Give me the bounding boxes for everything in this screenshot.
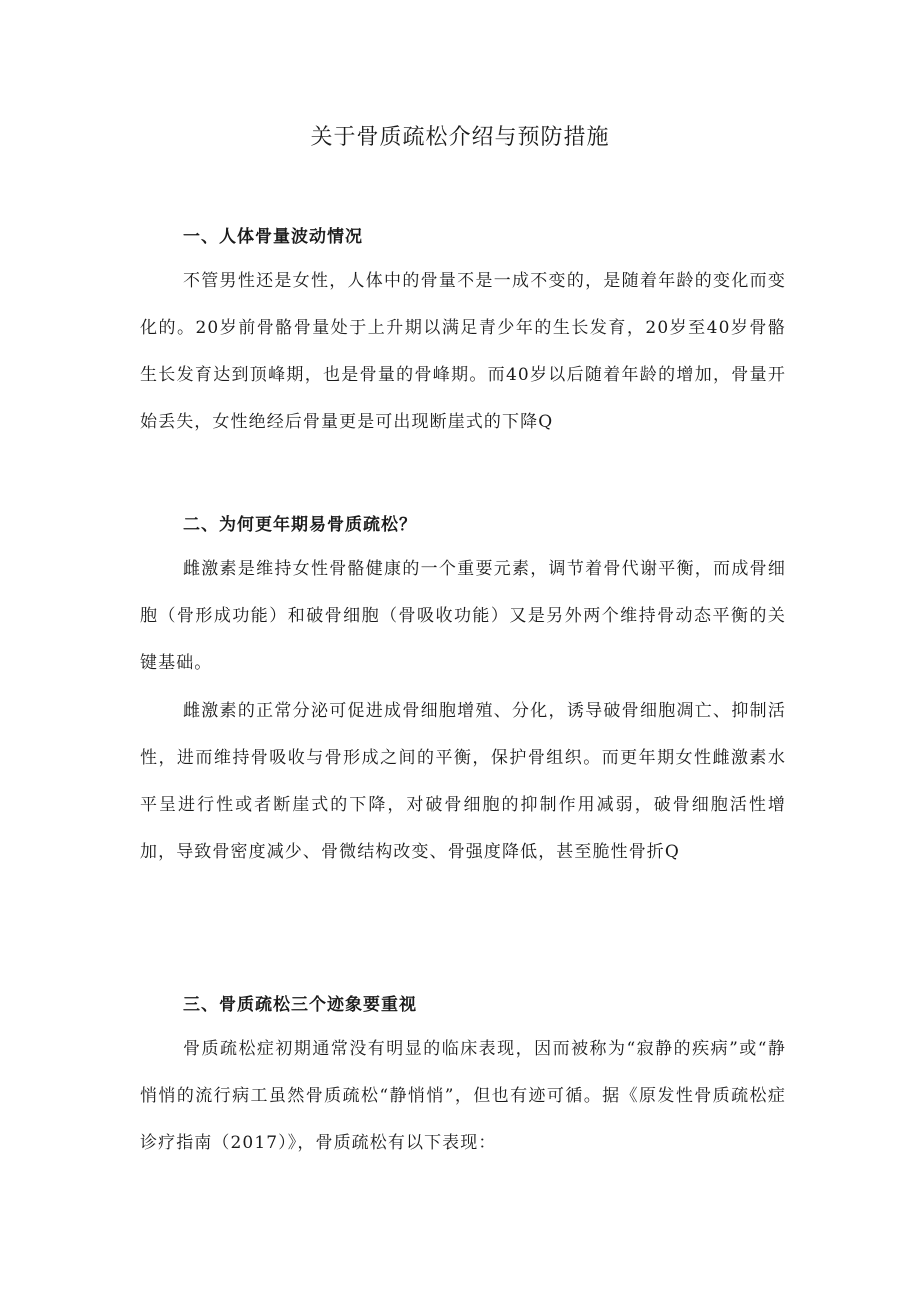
section-1-paragraph-1: 不管男性还是女性，人体中的骨量不是一成不变的，是随着年龄的变化而变化的。20岁前骨骼骨量处于上升期以满足青少年的生长发育，20岁至40岁骨骼生长发育达到顶峰期，也是骨量的骨峰期。而40岁以后随着年龄的增加，骨量开始丢失，女性绝经后骨量更是可出现断崖式的下降Q	[140, 271, 786, 432]
section-1-heading: 一、人体骨量波动情况	[183, 227, 363, 247]
section-3-heading: 三、骨质疏松三个迹象要重视	[183, 995, 417, 1015]
section-3-paragraph-1: 骨质疏松症初期通常没有明显的临床表现，因而被称为“寂静的疾病”或“静悄悄的流行病工虽然骨质疏松“静悄悄”，但也有迹可循。据《原发性骨质疏松症诊疗指南（2017）》，骨质疏松有以下表现：	[140, 1039, 786, 1153]
page-title: 关于骨质疏松介绍与预防措施	[310, 125, 610, 150]
section-2-heading: 二、为何更年期易骨质疏松？	[183, 515, 417, 535]
section-2-paragraph-1: 雌激素是维持女性骨骼健康的一个重要元素，调节着骨代谢平衡，而成骨细胞（骨形成功能）和破骨细胞（骨吸收功能）又是另外两个维持骨动态平衡的关键基础。	[140, 559, 786, 673]
section-2-paragraph-2: 雌激素的正常分泌可促进成骨细胞增殖、分化，诱导破骨细胞凋亡、抑制活性，进而维持骨吸收与骨形成之间的平衡，保护骨组织。而更年期女性雌激素水平呈进行性或者断崖式的下降，对破骨细胞的抑制作用减弱，破骨细胞活性增加，导致骨密度减少、骨微结构改变、骨强度降低，甚至脆性骨折Q	[140, 701, 786, 862]
